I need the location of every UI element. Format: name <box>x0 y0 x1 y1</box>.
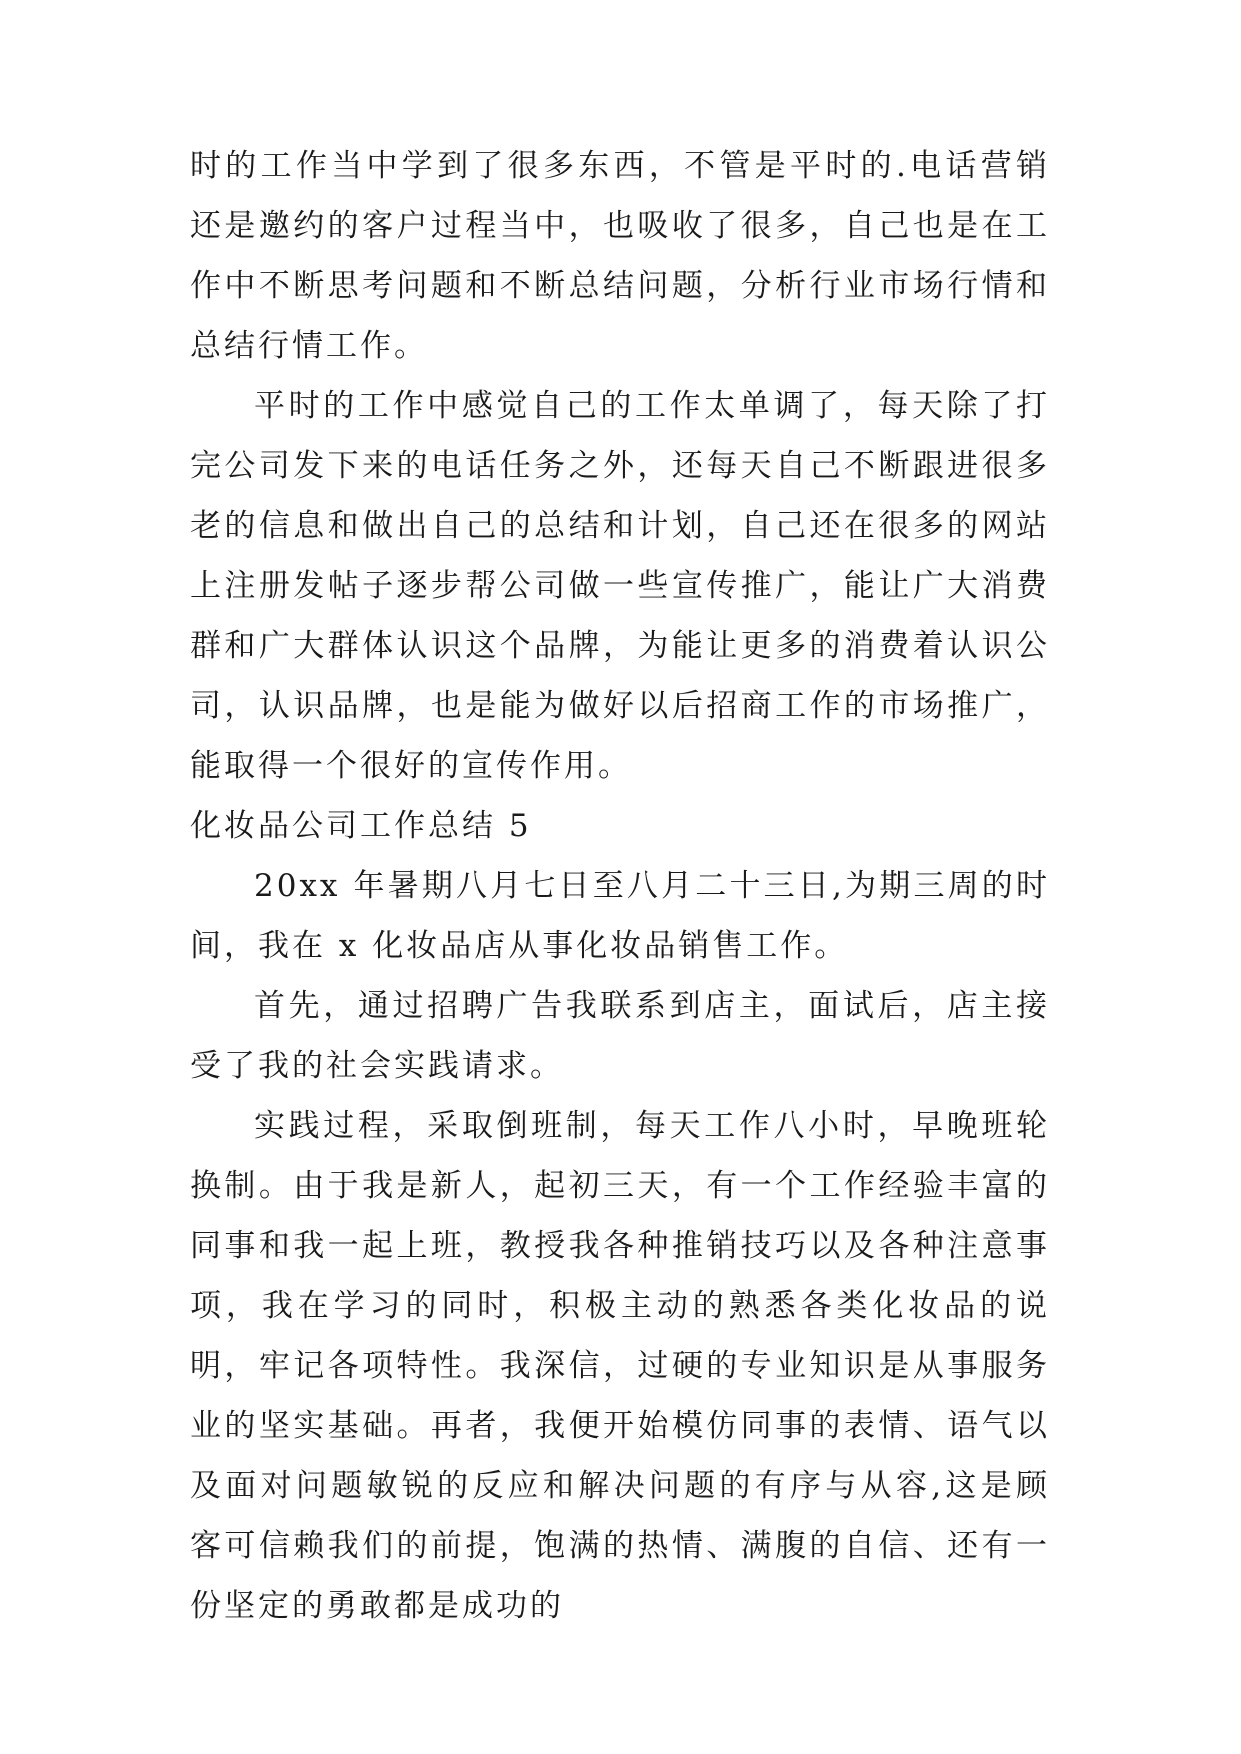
document-body <box>190 136 1050 1636</box>
paragraph-continued-work-learning: 时的工作当中学到了很多东西，不管是平时的.电话营销还是邀约的客户过程当中，也吸收了很多，自己也是在工作中不断思考问题和不断总结问题，分析行业市场行情和总结行情工作。 <box>190 148 1050 364</box>
paragraph-daily-work-promotion: 平时的工作中感觉自己的工作太单调了，每天除了打完公司发下来的电话任务之外，还每天自己不断跟进很多老的信息和做出自己的总结和计划，自己还在很多的网站上注册发帖子逐步帮公司做一些宣传推广，能让广大消费群和广大群体认识这个品牌，为能让更多的消费着认识公司，认识品牌，也是能为做好以后招商工作的市场推广，能取得一个很好的宣传作用。 <box>190 388 1050 784</box>
paragraph-internship-period: 20xx 年暑期八月七日至八月二十三日,为期三周的时间，我在 x 化妆品店从事化妆品销售工作。 <box>190 868 1050 964</box>
paragraph-interview: 首先，通过招聘广告我联系到店主，面试后，店主接受了我的社会实践请求。 <box>190 988 1050 1084</box>
section-title: 化妆品公司工作总结 5 <box>190 808 532 844</box>
paragraph-practice-process: 实践过程，采取倒班制，每天工作八小时，早晚班轮换制。由于我是新人，起初三天，有一个工作经验丰富的同事和我一起上班，教授我各种推销技巧以及各种注意事项，我在学习的同时，积极主动的熟悉各类化妆品的说明，牢记各项特性。我深信，过硬的专业知识是从事服务业的坚实基础。再者，我便开始模仿同事的表情、语气以及面对问题敏锐的反应和解决问题的有序与从容,这是顾客可信赖我们的前提，饱满的热情、满腹的自信、还有一份坚定的勇敢都是成功的 <box>190 1108 1050 1624</box>
